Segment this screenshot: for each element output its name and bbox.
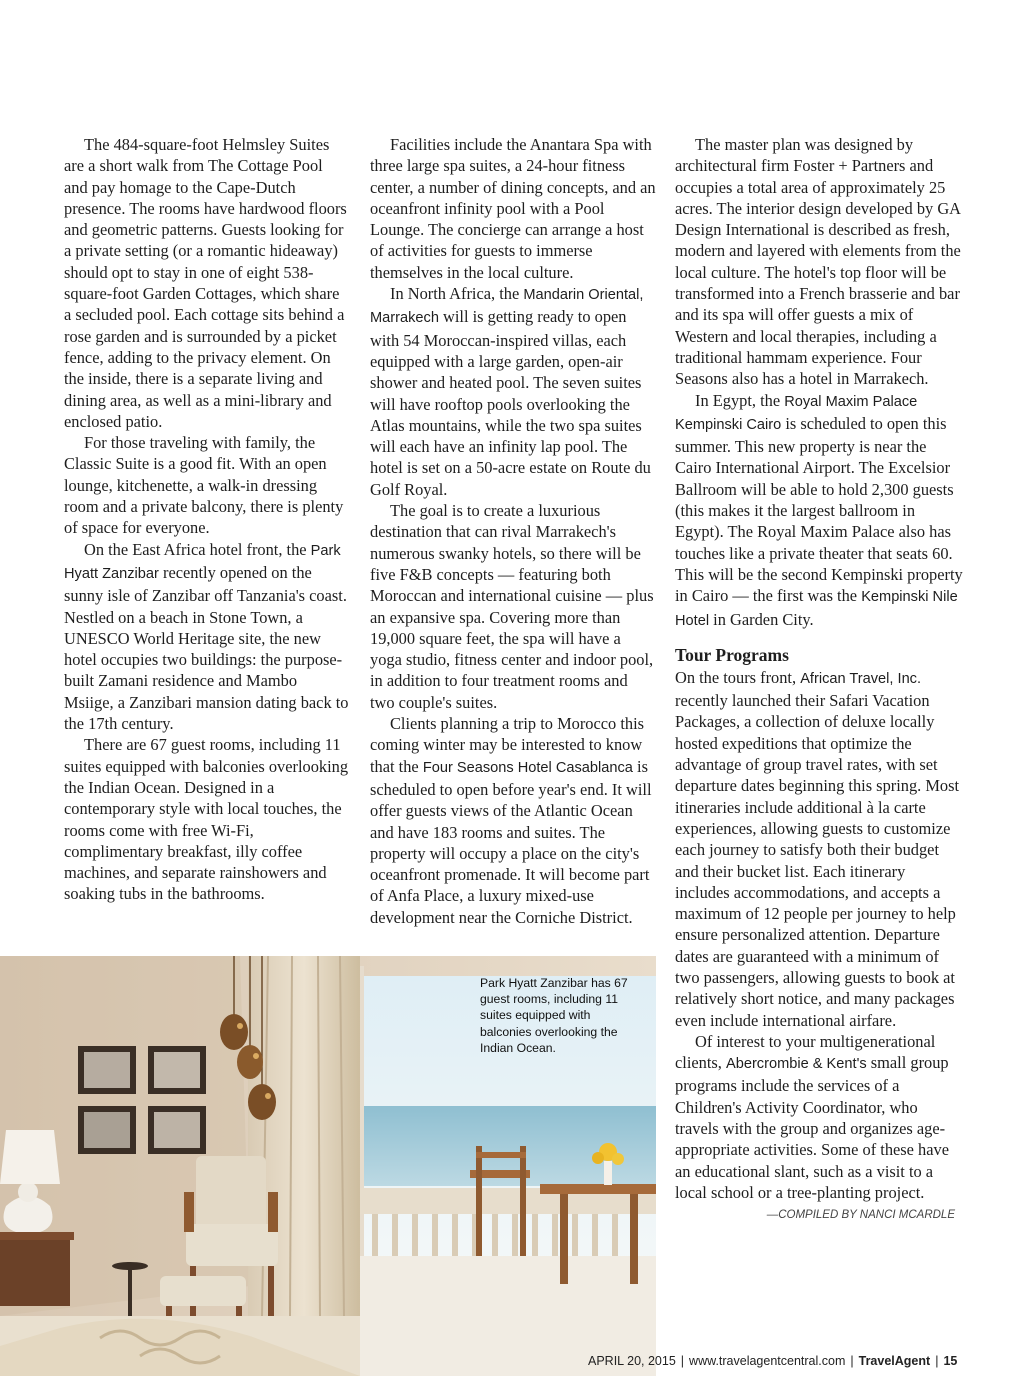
- photo-caption: Park Hyatt Zanzibar has 67 guest rooms, including 11 suites equipped with balconies overlooking the Indian Ocean.: [480, 976, 628, 1055]
- paragraph: The 484-square-foot Helmsley Suites are a short walk from The Cottage Pool and pay homage to the Cape-Dutch presence. The rooms have hardwood floors and geometric patterns. Guests looking for a private setting (or a romantic hideaway) should opt to stay in one of eight 538-square-foot Garden Cottages, which share a secluded pool. Each cottage sits behind a rose garden and is surrounded by a picket fence, adding to the privacy element. On the inside, there is a separate living and dining area, as well as a mini-library and enclosed patio.: [64, 135, 347, 431]
- paragraph: On the East Africa hotel front, the Park Hyatt Zanzibar recently opened on the sunny isle of Zanzibar off Tanzania's coast. Nestled on a beach in Stone Town, a UNESCO World Heritage site, the new hotel occupies two buildings: the purpose-built Zamani residence and Mambo Msiige, a Zanzibari mansion dating back to the 17th century.: [64, 539, 349, 734]
- paragraph: For those traveling with family, the Classic Suite is a good fit. With an open lounge, kitchenette, a walk-in dressing room and a private balcony, there is plenty of space for everyone.: [64, 433, 344, 538]
- paragraph: Facilities include the Anantara Spa with three large spa suites, a 24-hour fitness center, a number of dining concepts, and an oceanfront infinity pool with a Pool Lounge. The concierge can arrange a host of activities for guests to immerse themselves in the local culture.: [370, 135, 656, 282]
- hotel-name-highlight: Park Hyatt Zanzibar: [64, 542, 341, 582]
- paragraph: On the tours front, African Travel, Inc. recently launched their Safari Vacation Packages, a collection of deluxe locally hosted expeditions that optimize the advantage of group travel rates, with set departure dates beginning this spring. Most itineraries include additional à la carte experiences, allowing guests to customize each journey to satisfy both their budget and their bucket list. Each itinerary includes accommodations, and accepts a maximum of 12 people per journey to help ensure personalized attention. Departure dates are guaranteed with a minimum of two passengers, allowing guests to book at relatively short notice, and many packages even include international airfare.: [675, 667, 960, 1030]
- company-name-highlight: African Travel, Inc.: [800, 670, 922, 687]
- issue-date: APRIL 20, 2015: [588, 1354, 676, 1368]
- article-column-2: [370, 134, 656, 928]
- hotel-name-highlight: Royal Maxim Palace Kempinski Cairo: [675, 393, 918, 433]
- paragraph: There are 67 guest rooms, including 11 suites equipped with balconies overlooking the Indian Ocean. Designed in a contemporary style with local touches, the rooms come with free Wi-Fi, complimentary breakfast, illy coffee machines, and separate rainshowers and soaking tubs in the bathrooms.: [64, 735, 349, 904]
- paragraph: Clients planning a trip to Morocco this coming winter may be interested to know that the Four Seasons Hotel Casablanca is scheduled to open before year's end. It will offer guests views of the Atlantic Ocean and have 183 rooms and suites. The property will occupy a place on the city's oceanfront promenade. It will become part of Anfa Place, a luxury mixed-use development near the Corniche District.: [370, 714, 652, 927]
- company-name-highlight: Abercrombie & Kent's: [725, 1056, 867, 1073]
- article-column-3: [675, 134, 963, 1227]
- section-subhead: Tour Programs: [675, 644, 789, 665]
- author-credit: —COMPILED BY NANCI MCARDLE: [766, 1209, 955, 1222]
- hotel-name-highlight: Kempinski Nile Hotel: [675, 589, 958, 629]
- hotel-name-highlight: Four Seasons Hotel Casablanca: [422, 759, 633, 776]
- paragraph: In Egypt, the Royal Maxim Palace Kempinski Cairo is scheduled to open this summer. This new property is near the Cairo International Airport. The Excelsior Ballroom will be able to hold 2,300 guests (this makes it the largest ballroom in Egypt). The Royal Maxim Palace also has touches like a private theater that seats 60. This will be the second Kempinski property in Cairo — the first was the Kempinski Nile Hotel in Garden City.: [675, 390, 963, 629]
- article-column-1: [64, 134, 349, 905]
- website-url[interactable]: www.travelagentcentral.com: [689, 1354, 846, 1368]
- paragraph: The goal is to create a luxurious destination that can rival Marrakech's numerous swanky hotels, so there will be five F&B concepts — featuring both Moroccan and international cuisine — plus an expansive spa. Covering more than 19,000 square feet, the spa will have a yoga studio, fitness center and indoor pool, in addition to four treatment rooms and two couple's suites.: [370, 501, 654, 712]
- paragraph: The master plan was designed by architectural firm Foster + Partners and occupies a total area of approximately 25 acres. The interior design developed by GA Design International is described as fresh, modern and layered with elements from the local culture. The hotel's top floor will be transformed into a French brasserie and bar and its spa will offer guests a mix of Western and local therapies, including a traditional hammam experience. Four Seasons also has a hotel in Marrakech.: [675, 135, 961, 389]
- hotel-name-highlight: Mandarin Oriental, Marrakech: [370, 287, 644, 327]
- page-footer: APRIL 20, 2015 | www.travelagentcentral.com | TravelAgent | 15: [588, 1354, 958, 1368]
- paragraph: Of interest to your multigenerational clients, Abercrombie & Kent's small group programs include the services of a Children's Activity Coordinator, who travels with the group and organizes age-appropriate activities. Some of these have an educational slant, such as a visit to a local school or a tree-planting project.: [675, 1031, 949, 1202]
- page-number: 15: [943, 1354, 958, 1368]
- paragraph: In North Africa, the Mandarin Oriental, Marrakech will is getting ready to open with 54 Moroccan-inspired villas, each equipped with a large garden, open-air shower and heated pool. The seven suites will have rooftop pools overlooking the Atlas mountains, while the two spa suites will each have an infinity lap pool. The hotel is set on a 50-acre estate on Route du Golf Royal.: [370, 284, 651, 499]
- magazine-brand: TravelAgent: [858, 1354, 931, 1368]
